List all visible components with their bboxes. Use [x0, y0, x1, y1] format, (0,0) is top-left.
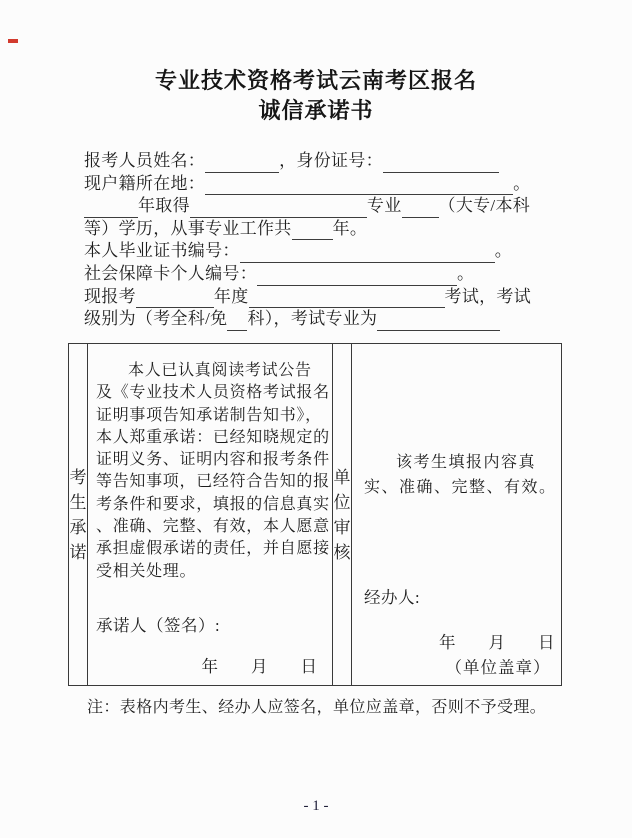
diploma-label: 本人毕业证书编号： — [84, 241, 240, 261]
apply-prefix: 现报考 — [84, 286, 136, 306]
unit-statement-line: 实、准确、完整、有效。 — [364, 479, 557, 496]
form-line-social-card — [84, 263, 564, 286]
unit-statement-line: 该考生填报内容真 — [396, 454, 537, 471]
diploma-period: 。 — [494, 241, 513, 261]
apply-exam-blank-field — [249, 290, 445, 308]
social-card-blank-field — [257, 267, 457, 285]
document-title — [0, 66, 632, 126]
residence-label: 现户籍所在地： — [84, 173, 206, 193]
unit-seal-label: （单位盖章） — [445, 658, 551, 677]
commitment-line: 承担虚假承诺的责任，并自愿接 — [96, 540, 330, 558]
commitment-line: 本人已认真阅读考试公告 — [128, 362, 312, 379]
commitment-line: 、准确、完整、有效，本人愿意 — [96, 518, 330, 536]
scan-artifact-mark — [8, 39, 18, 43]
commitment-line: 受相关处理。 — [96, 562, 197, 580]
degree-year-suffix: 年取得 — [138, 196, 190, 216]
exempt-subjects-blank-field — [227, 312, 247, 330]
candidate-date-line: 年 月 日 — [201, 656, 317, 676]
unit-statement-text — [364, 450, 557, 500]
candidate-commitment-cell — [88, 344, 333, 685]
commitment-table — [68, 343, 562, 686]
form-line-degree-2 — [84, 218, 564, 241]
name-id-separator: ， — [279, 151, 297, 170]
residence-period: 。 — [513, 173, 531, 193]
commitment-line: 等告知事项，已经符合告知的报 — [96, 473, 330, 491]
form-line-level — [84, 308, 564, 331]
degree-year-blank-field — [84, 199, 138, 217]
footer-note: 注：表格内考生、经办人应签名，单位应盖章，否则不予受理。 — [87, 699, 547, 716]
commitment-line: 证明义务、证明内容和报考条件 — [96, 451, 330, 469]
candidate-header-label: 考生承诺 — [69, 467, 87, 562]
degree-paren: （大专/本科 — [438, 196, 531, 216]
commitment-line: 本人郑重承诺：已经知晓规定的 — [96, 428, 330, 446]
id-label: 身份证号： — [296, 151, 383, 170]
commitment-line: 考条件和要求，填报的信息真实 — [96, 495, 330, 513]
form-fields — [84, 150, 564, 331]
social-card-label: 社会保障卡个人编号： — [84, 263, 257, 283]
apply-year-blank-field — [136, 290, 214, 308]
level-mid: 科），考试专业为 — [247, 309, 378, 329]
commitment-line: 及《专业技术人员资格考试报名 — [96, 384, 330, 402]
unit-header-label: 单位审核 — [333, 467, 351, 562]
title-line-2: 诚信承诺书 — [258, 98, 374, 123]
exam-major-blank-field — [377, 312, 500, 330]
candidate-commitment-text — [96, 360, 330, 583]
apply-exam-suffix: 考试，考试 — [444, 286, 532, 306]
apply-year-suffix: 年度 — [213, 286, 249, 306]
form-line-apply — [84, 286, 564, 309]
diploma-blank-field — [240, 245, 495, 263]
degree-line2-suffix: 年。 — [332, 218, 368, 238]
degree-major-suffix: 专业 — [366, 196, 402, 216]
level-prefix: 级别为（考全科/免 — [84, 309, 228, 329]
form-line-degree-1 — [84, 195, 564, 218]
degree-line2-text: 等）学历，从事专业工作共 — [84, 218, 292, 238]
name-blank-field — [205, 154, 279, 172]
degree-school-blank-field — [190, 199, 367, 217]
commitment-line: 证明事项告知承诺制告知书》， — [96, 406, 322, 424]
unit-date-line: 年 月 日 — [439, 633, 555, 652]
unit-header-cell — [333, 344, 352, 685]
form-line-diploma — [84, 240, 564, 263]
degree-level-blank-field — [402, 199, 439, 217]
form-line-name-id — [84, 150, 564, 173]
id-blank-field — [383, 154, 499, 172]
candidate-sign-label: 承诺人（签名）: — [96, 615, 221, 635]
work-years-blank-field — [292, 222, 333, 240]
candidate-header-cell — [69, 344, 88, 685]
form-line-residence — [84, 173, 564, 196]
page-number: - 1 - — [303, 798, 329, 814]
residence-blank-field — [205, 177, 513, 195]
title-line-1: 专业技术资格考试云南考区报名 — [154, 68, 477, 93]
unit-review-cell — [352, 344, 570, 685]
name-label: 报考人员姓名： — [84, 151, 206, 170]
social-card-period: 。 — [457, 263, 475, 283]
unit-agent-label: 经办人: — [364, 588, 421, 607]
